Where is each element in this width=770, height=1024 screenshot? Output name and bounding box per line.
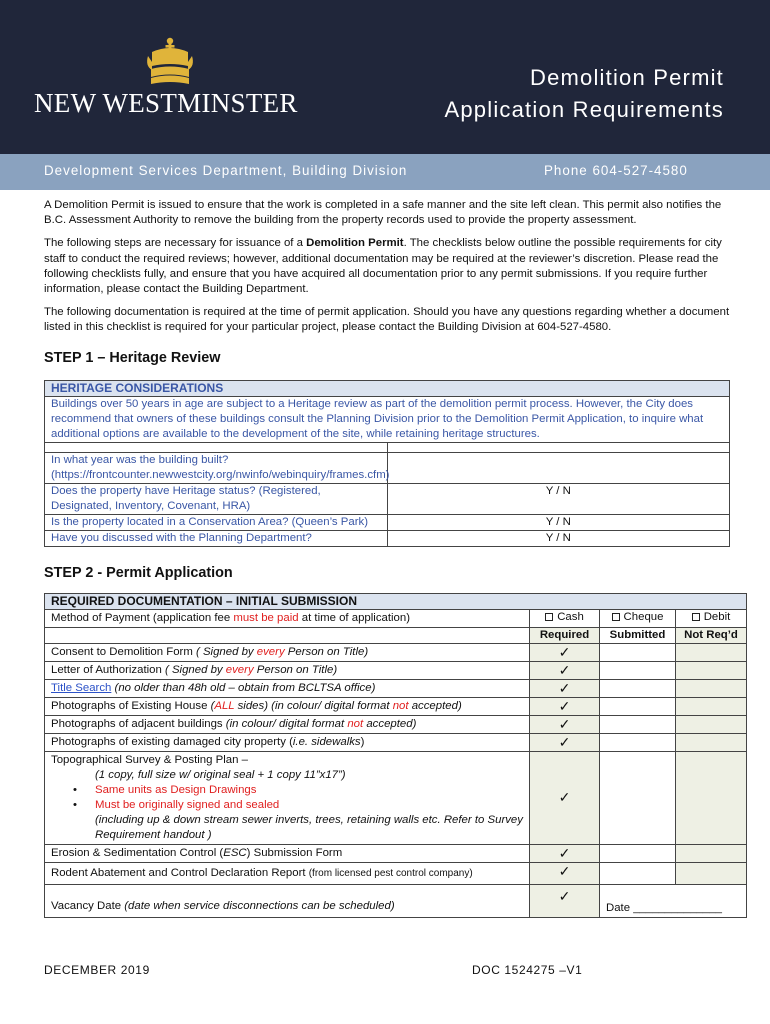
row-text: Letter of Authorization [51,663,165,676]
city-logo [30,36,310,126]
payment-row [45,609,747,627]
row-title-search [45,679,530,697]
table-row [45,661,747,679]
submitted-cell[interactable] [600,643,676,661]
payment-text-b: at time of application) [298,611,411,624]
row-text: ) Submission Form [246,846,343,859]
logo-wordmark: NEW WESTMINSTER [34,88,298,118]
spacer-cell [45,442,388,452]
heritage-question: In what year was the building built? (https://frontcounter.newwestcity.org/nwinfo/webinquiry/frames.cfm) [45,452,388,483]
survey-bullets [51,783,523,813]
documentation-header-row [45,593,747,609]
title-search-link[interactable]: Title Search [51,681,112,694]
row-text-red: every [256,645,285,658]
row-text: accepted) [363,717,417,730]
row-text-red: not [392,699,409,712]
required-check-icon: ✓ [530,844,600,862]
heritage-header: HERITAGE CONSIDERATIONS [45,380,730,396]
row-text: (including up & down stream sewer inverts, trees, retaining walls etc. Refer to Survey Requirement handout ) [95,813,523,841]
page-header [0,0,770,154]
row-text: Vacancy Date [51,899,125,912]
department-phone: Phone 604-527-4580 [544,163,688,178]
pay-cash-label: Cash [557,610,584,623]
heritage-table [44,380,730,547]
row-photos-existing-house [45,697,530,715]
step2-title: STEP 2 - Permit Application [44,564,233,581]
table-row [45,733,747,751]
not-required-cell[interactable] [676,643,747,661]
heritage-description-row [45,396,730,442]
not-required-cell[interactable] [676,679,747,697]
required-check-icon: ✓ [530,697,600,715]
vacancy-date-field[interactable]: Date ______________ [600,884,747,917]
heritage-spacer-row [45,442,730,452]
row-text: ( [210,699,215,712]
row-text: (no older than 48h old – obtain from BCLTSA office) [111,681,376,694]
spacer-cell [387,442,730,452]
row-text: Person on Title) [253,663,338,676]
row-text: (from licensed pest control company) [308,867,473,879]
row-rodent-abatement [45,862,530,884]
table-row [45,751,747,844]
payment-text-red: must be paid [233,611,299,624]
not-required-cell[interactable] [676,751,747,844]
not-required-cell[interactable] [676,661,747,679]
heritage-question: Have you discussed with the Planning Department? [45,530,388,546]
not-required-cell[interactable] [676,697,747,715]
not-required-cell[interactable] [676,733,747,751]
heritage-answer[interactable] [387,452,730,483]
row-text: Erosion & Sedimentation Control ( [51,846,224,859]
checkbox-icon[interactable] [612,613,620,621]
heritage-question-row [45,452,730,483]
row-text: ( Signed by [195,645,257,658]
table-row [45,862,747,884]
required-check-icon: ✓ [530,862,600,884]
checkbox-icon[interactable] [545,613,553,621]
row-text: Photographs of existing damaged city property ( [51,735,293,748]
table-row [45,715,747,733]
table-row [45,884,747,917]
crown-icon [142,36,198,86]
payment-text-a: Method of Payment (application fee [51,611,234,624]
row-text: (in colour/ digital format [225,717,348,730]
row-consent-form [45,643,530,661]
row-photos-city-property [45,733,530,751]
table-row [45,679,747,697]
required-check-icon: ✓ [530,733,600,751]
department-name: Development Services Department, Building Division [44,163,408,178]
pay-cash-option[interactable] [530,609,600,627]
intro-paragraph-1: A Demolition Permit is issued to ensure that the work is completed in a safe manner and the site left clean. This permit also notifies the B.C. Assessment Authority to remove the building from the property records used to provide the property assessment. [44,199,722,227]
table-row [45,643,747,661]
col-required: Required [530,627,600,643]
intro-paragraph-3: The following documentation is required at the time of permit application. Should you have any questions regarding whether a document listed in this checklist is required for your particular project, please contact the Building Division at 604-527-4580. [44,306,730,334]
not-required-cell[interactable] [676,715,747,733]
row-photos-adjacent [45,715,530,733]
title-line-1: Demolition Permit [529,65,724,90]
row-text: (date when service disconnections can be scheduled) [124,899,395,912]
submitted-cell[interactable] [600,679,676,697]
row-text: (1 copy, full size w/ original seal + 1 copy 11”x17”) [95,768,346,781]
pay-cheque-option[interactable] [600,609,676,627]
footer-doc-number: DOC 1524275 –V1 [472,963,583,977]
table-row [45,844,747,862]
intro-paragraph-2 [44,236,730,297]
row-text: Photographs of Existing House [51,699,211,712]
row-text: Consent to Demolition Form [51,645,196,658]
intro-p2-text-a: The following steps are necessary for issuance of a [44,237,307,250]
submitted-cell[interactable] [600,715,676,733]
submitted-cell[interactable] [600,751,676,844]
col-not-required: Not Req’d [676,627,747,643]
row-text-red: every [225,663,254,676]
documentation-table [44,593,747,918]
row-text: accepted) [408,699,462,712]
heritage-answer[interactable]: Y / N [387,530,730,546]
heritage-answer[interactable]: Y / N [387,514,730,530]
required-check-icon: ✓ [530,643,600,661]
pay-debit-label: Debit [703,610,731,623]
heritage-question-row [45,483,730,514]
required-check-icon: ✓ [530,884,600,917]
col-submitted: Submitted [600,627,676,643]
column-header-spacer [45,627,530,643]
page-title [445,62,725,126]
checkbox-icon[interactable] [692,613,700,621]
submitted-cell[interactable] [600,862,676,884]
row-esc-form [45,844,530,862]
intro-p2-text-b: . The checklists below outline the possible requirements for city staff to conduct the required reviews; however, additional documentation may be required at the reviewer’s discretion. Please read the following checklists fully, and ensure that you have acquired all documentation prior to any permit submissions. If you require further information, please contact the Building Department. [44,237,722,296]
row-text: Photographs of adjacent buildings [51,717,226,730]
row-text-red: not [347,717,364,730]
table-row [45,697,747,715]
row-text: Person on Title) [284,645,369,658]
submitted-cell[interactable] [600,733,676,751]
pay-debit-option[interactable] [676,609,747,627]
column-header-row [45,627,747,643]
row-text-red: ALL [214,699,235,712]
submitted-cell[interactable] [600,661,676,679]
row-text: Topographical Survey & Posting Plan – [51,753,248,766]
payment-label [45,609,530,627]
row-topographical-survey [45,751,530,844]
document-body [44,198,738,918]
required-check-icon: ✓ [530,751,600,844]
required-check-icon: ✓ [530,679,600,697]
documentation-header: REQUIRED DOCUMENTATION – INITIAL SUBMISSION [45,593,747,609]
intro-p2-bold: Demolition Permit [306,237,404,250]
department-band [0,154,770,190]
footer-date: DECEMBER 2019 [44,963,150,977]
row-text: i.e. sidewalks [292,735,361,748]
not-required-cell[interactable] [676,844,747,862]
heritage-question: Is the property located in a Conservation Area? (Queen’s Park) [45,514,388,530]
step1-title: STEP 1 – Heritage Review [44,349,221,366]
survey-bullet: • Must be originally signed and sealed [51,798,523,813]
heritage-question-row [45,514,730,530]
heritage-question-row [45,530,730,546]
title-line-2: Application Requirements [444,97,724,122]
required-check-icon: ✓ [530,661,600,679]
survey-bullet: • Same units as Design Drawings [51,783,523,798]
row-text: sides) (in colour/ digital format [234,699,393,712]
row-text: ESC [223,846,247,859]
heritage-answer[interactable]: Y / N [387,483,730,514]
row-letter-of-authorization [45,661,530,679]
heritage-question: Does the property have Heritage status? (Registered, Designated, Inventory, Covenant, HRA) [45,483,388,514]
submitted-cell[interactable] [600,844,676,862]
row-text: Rodent Abatement and Control Declaration Report [51,866,309,879]
heritage-description: Buildings over 50 years in age are subject to a Heritage review as part of the demolition permit process. However, the City does recommend that owners of these buildings consult the Planning Division prior to the Demolition Permit Application, to inquire what additional options are available to the development of the site, while retaining heritage structures. [45,396,730,442]
not-required-cell[interactable] [676,862,747,884]
submitted-cell[interactable] [600,697,676,715]
row-text: ( Signed by [164,663,226,676]
required-check-icon: ✓ [530,715,600,733]
heritage-header-row [45,380,730,396]
row-vacancy-date [45,884,530,917]
row-text: ) [360,735,365,748]
pay-cheque-label: Cheque [623,610,664,623]
